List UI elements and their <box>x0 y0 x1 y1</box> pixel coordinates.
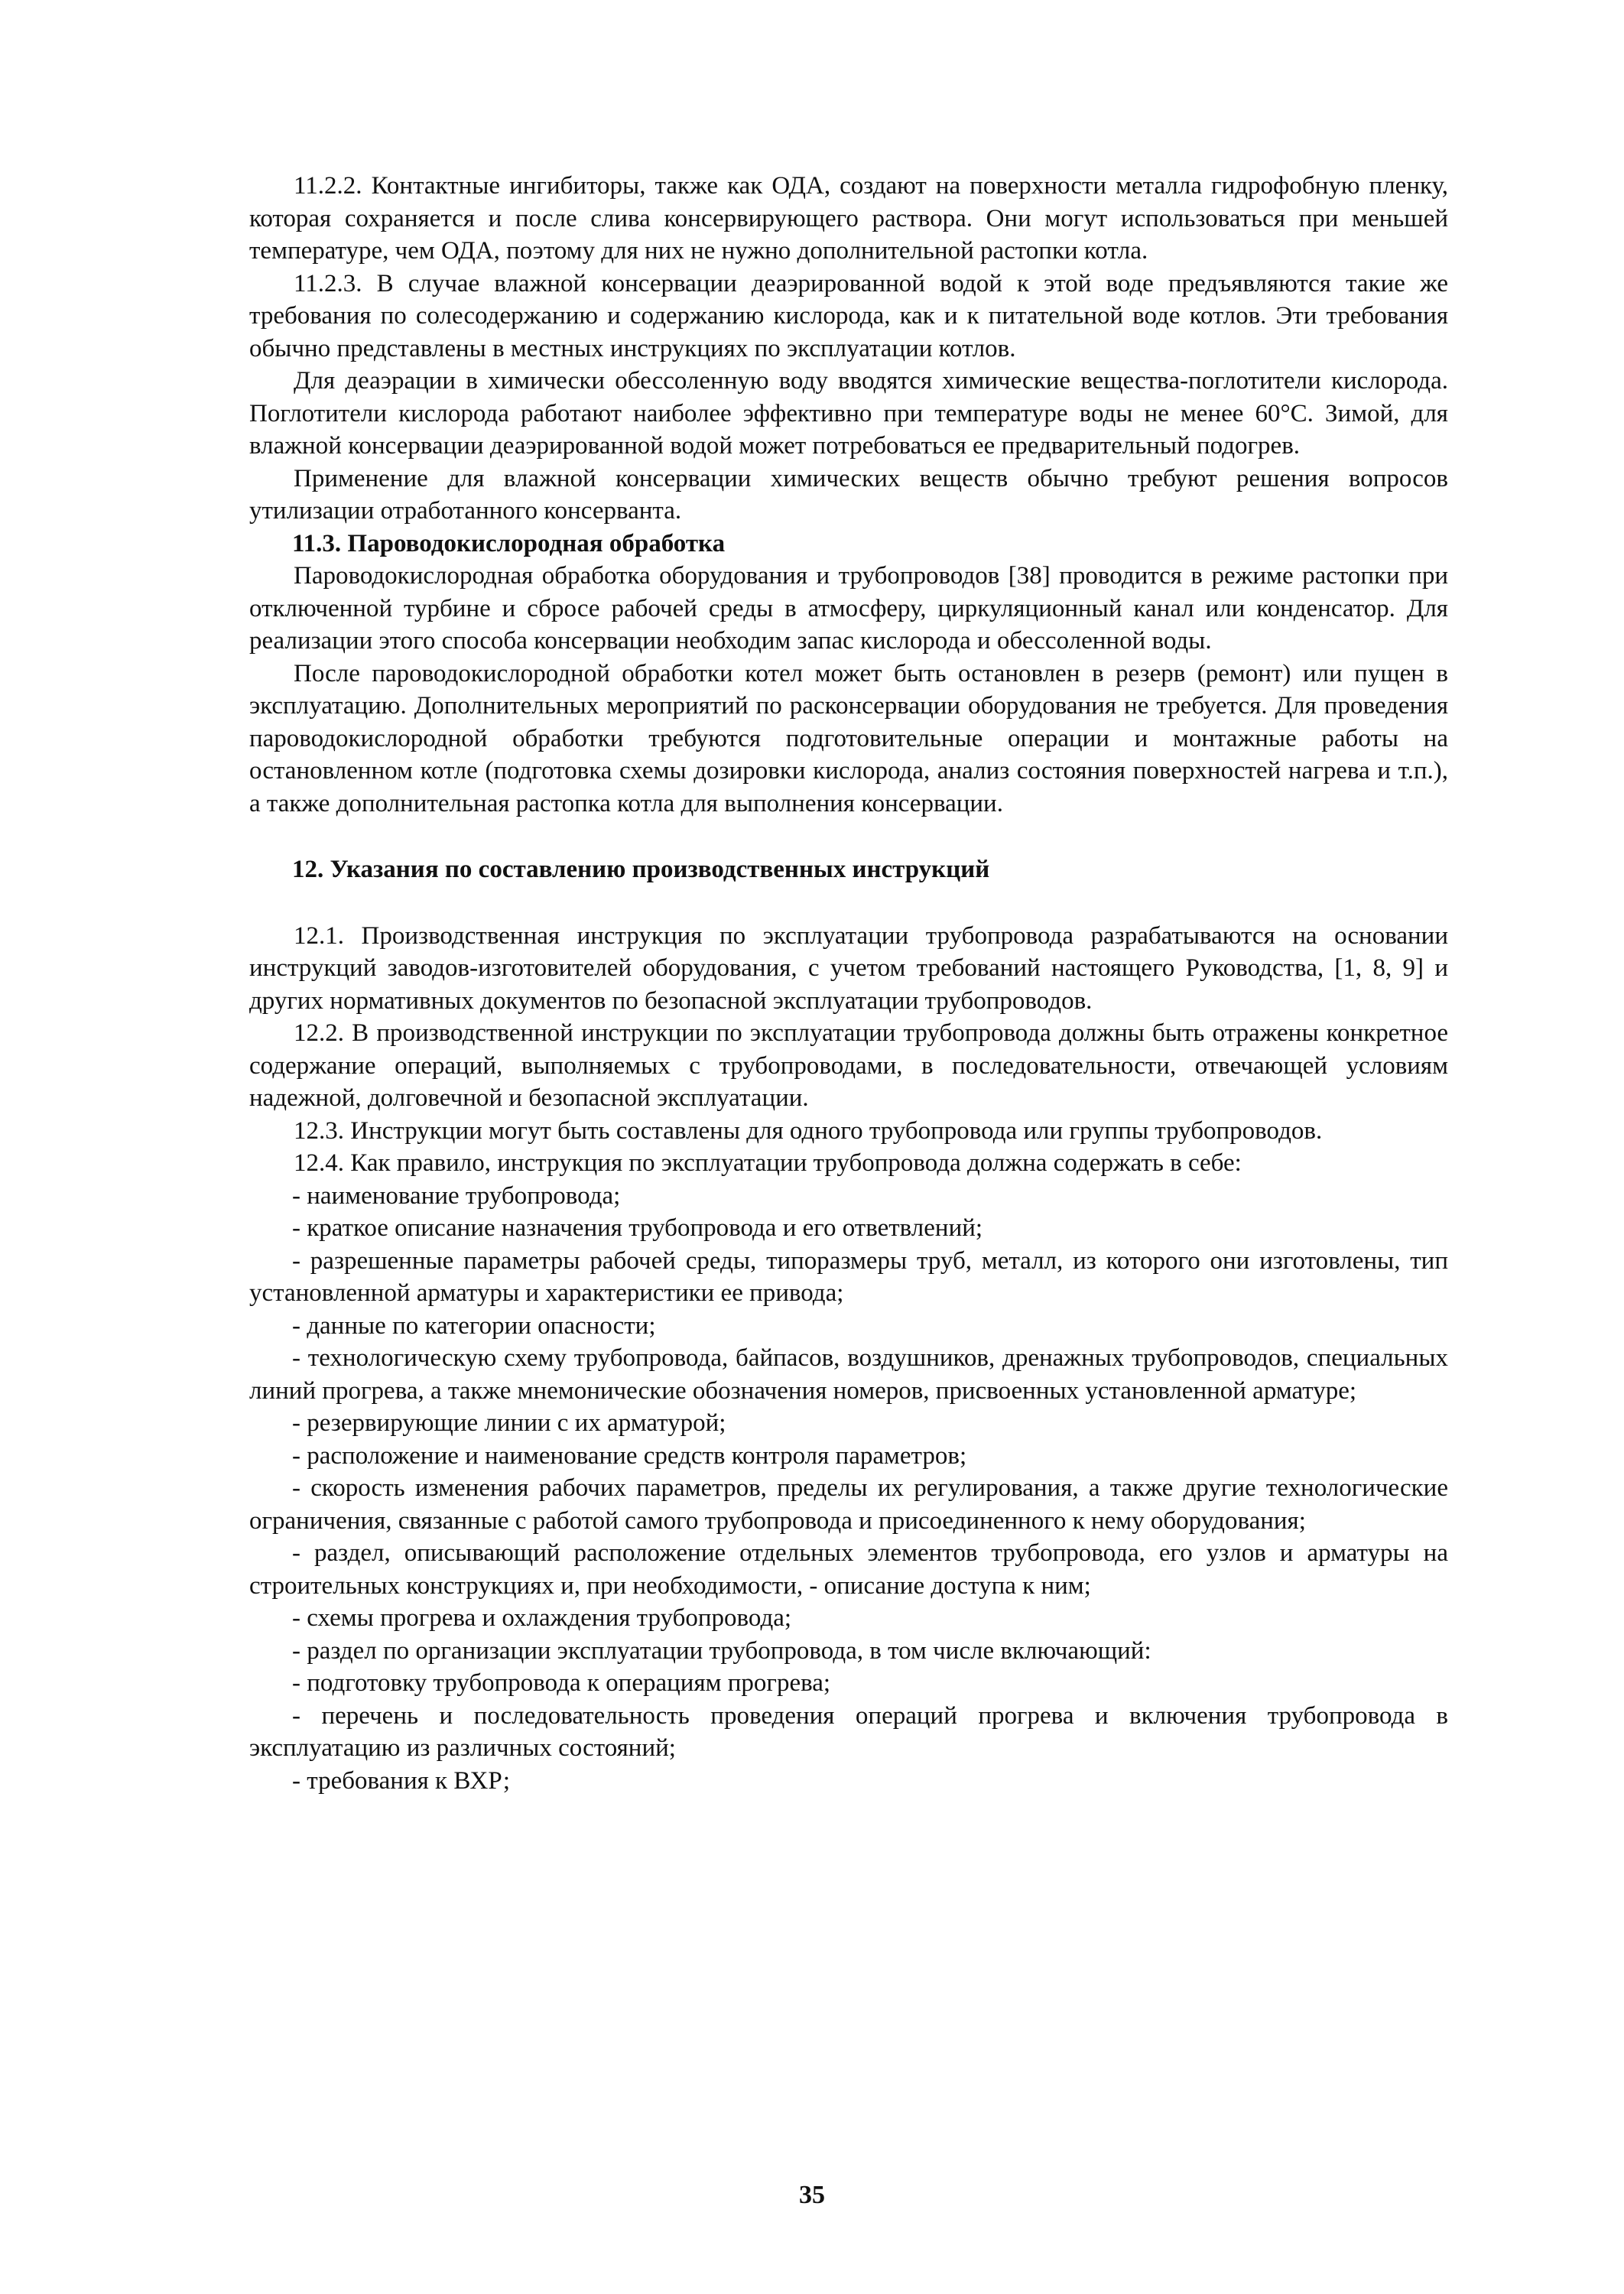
list-item: - разрешенные параметры рабочей среды, типоразмеры труб, металл, из которого они изготовлены, тип установленной арматуры и характеристики ее привода; <box>249 1246 1448 1307</box>
paragraph-11-2-3: 11.2.3. В случае влажной консервации деаэрированной водой к этой воде предъявляются такие же требования по солесодержанию и содержанию кислорода, как и к питательной воде котлов. Эти требования обычно представлены в местных инструкциях по эксплуатации котлов. <box>249 269 1448 362</box>
paragraph-11-2-2: 11.2.2. Контактные ингибиторы, также как ОДА, создают на поверхности металла гидрофобную пленку, которая сохраняется и после слива консервирующего раствора. Они могут использоваться при меньшей температуре, чем ОДА, поэтому для них не нужно дополнительной растопки котла. <box>249 172 1448 265</box>
list-item: - схемы прогрева и охлаждения трубопровода; <box>292 1604 792 1632</box>
list-item: - краткое описание назначения трубопровода и его ответвлений; <box>292 1214 983 1242</box>
paragraph-12-4: 12.4. Как правило, инструкция по эксплуатации трубопровода должна содержать в себе: <box>294 1149 1242 1177</box>
paragraph-chemicals: Применение для влажной консервации химических веществ обычно требуют решения вопросов утилизации отработанного консерванта. <box>249 464 1448 525</box>
list-item: - подготовку трубопровода к операциям прогрева; <box>292 1669 831 1697</box>
paragraph-12-2: 12.2. В производственной инструкции по эксплуатации трубопровода должны быть отражены конкретное содержание операций, выполняемых с трубопроводами, в последовательности, отвечающей условиям надежной, долговечной и безопасной эксплуатации. <box>249 1019 1448 1112</box>
list-item: - раздел по организации эксплуатации трубопровода, в том числе включающий: <box>292 1636 1151 1665</box>
paragraph-11-3-b: После пароводокислородной обработки котел может быть остановлен в резерв (ремонт) или пущен в эксплуатацию. Дополнительных мероприятий по расконсервации оборудования не требуется. Для проведения пароводокислородной обработки требуются подготовительные операции и монтажные работы на остановленном котле (подготовка схемы дозировки кислорода, анализ состояния поверхностей нагрева и т.п.), а также дополнительная растопка котла для выполнения консервации. <box>249 659 1448 817</box>
heading-11-3: 11.3. Пароводокислородная обработка <box>292 529 726 557</box>
list-item: - требования к ВХР; <box>292 1766 511 1795</box>
list-item: - резервирующие линии с их арматурой; <box>292 1409 726 1437</box>
paragraph-12-1: 12.1. Производственная инструкция по эксплуатации трубопровода разрабатываются на основании инструкций заводов-изготовителей оборудования, с учетом требований настоящего Руководства, [1, 8, 9] и других нормативных документов по безопасной эксплуатации трубопроводов. <box>249 921 1448 1015</box>
paragraph-11-3-a: Пароводокислородная обработка оборудования и трубопроводов [38] проводится в режиме растопки при отключенной турбине и сбросе рабочей среды в атмосферу, циркуляционный канал или конденсатор. Для реализации этого способа консервации необходим запас кислорода и обессоленной воды. <box>249 562 1448 655</box>
paragraph-deaeration: Для деаэрации в химически обессоленную воду вводятся химические вещества-поглотители кислорода. Поглотители кислорода работают наиболее эффективно при температуре воды не менее 60°С. Зимой, для влажной консервации деаэрированной водой может потребоваться ее предварительный подогрев. <box>249 367 1448 460</box>
paragraph-12-3: 12.3. Инструкции могут быть составлены для одного трубопровода или группы трубопроводов. <box>294 1116 1323 1145</box>
list-item: - раздел, описывающий расположение отдельных элементов трубопровода, его узлов и арматуры на строительных конструкциях и, при необходимости, - описание доступа к ним; <box>249 1539 1448 1600</box>
list-item: - перечень и последовательность проведения операций прогрева и включения трубопровода в эксплуатацию из различных состояний; <box>249 1701 1448 1762</box>
list-item: - скорость изменения рабочих параметров, пределы их регулирования, а также другие технологические ограничения, связанные с работой самого трубопровода и присоединенного к нему оборудования; <box>249 1474 1448 1535</box>
heading-12: 12. Указания по составлению производственных инструкций <box>292 856 990 883</box>
list-item: - расположение и наименование средств контроля параметров; <box>292 1441 967 1470</box>
document-body <box>249 170 1448 1797</box>
list-item: - наименование трубопровода; <box>292 1181 621 1210</box>
list-item: - технологическую схему трубопровода, байпасов, воздушников, дренажных трубопроводов, специальных линий прогрева, а также мнемонические обозначения номеров, присвоенных установленной арматуре; <box>249 1344 1448 1405</box>
list-item: - данные по категории опасности; <box>292 1311 656 1340</box>
page-number: 35 <box>799 2181 825 2209</box>
